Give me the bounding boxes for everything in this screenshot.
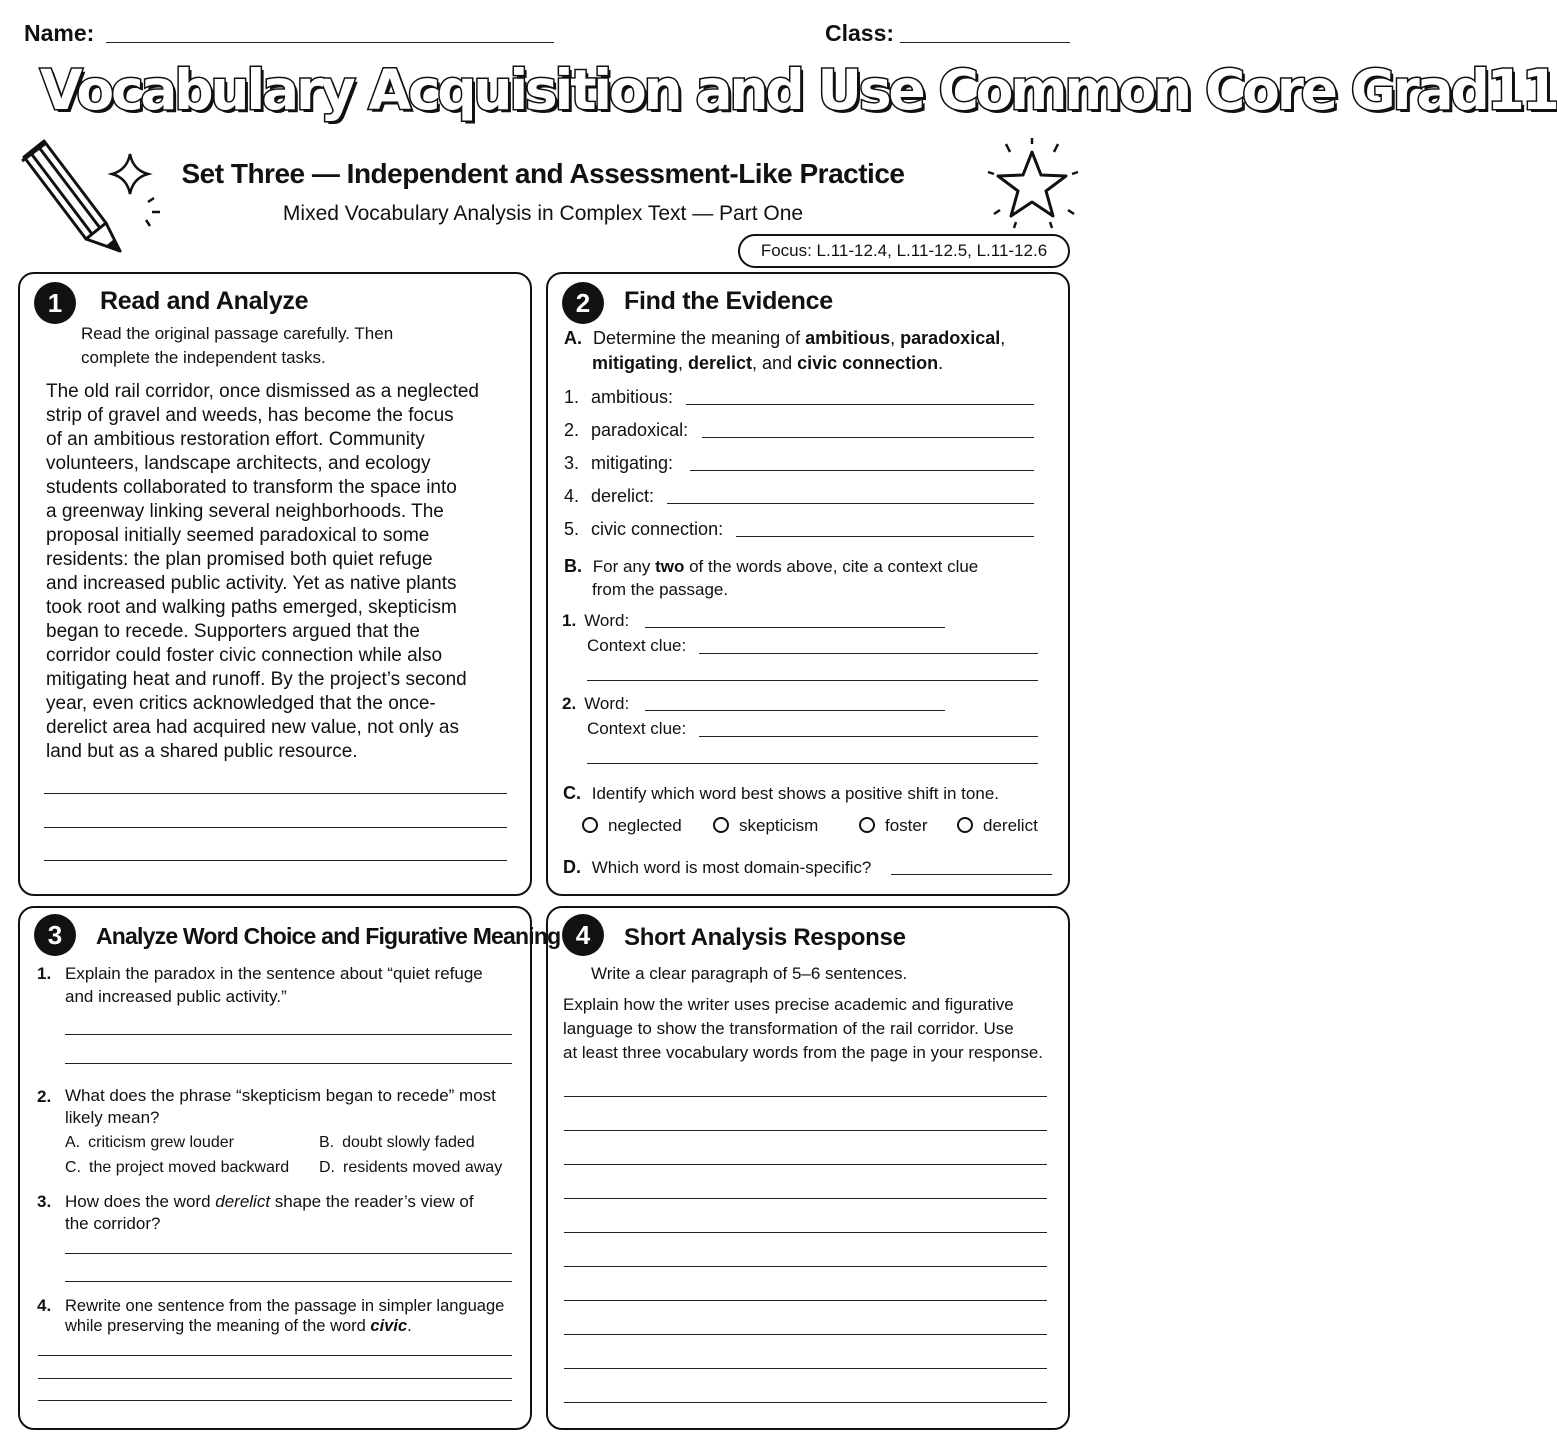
question-2-text xyxy=(65,1085,496,1129)
question-4-line1: Rewrite one sentence from the passage in simpler language xyxy=(65,1297,505,1315)
class-label: Class: xyxy=(825,20,895,46)
question-line: What does the phrase “skepticism began to recede” most xyxy=(65,1086,496,1105)
term: mitigating xyxy=(592,353,678,373)
radio-circle-icon[interactable] xyxy=(582,817,598,833)
part-b-line1 xyxy=(564,554,978,579)
question-text: Which word is most domain-specific? xyxy=(591,858,872,877)
term: ambitious xyxy=(805,328,891,348)
definition-item xyxy=(564,517,723,542)
question-4 xyxy=(37,1294,51,1318)
word-field[interactable] xyxy=(645,710,945,711)
answer-line[interactable] xyxy=(702,437,1034,438)
definition-item xyxy=(564,484,654,509)
response-line[interactable] xyxy=(564,1334,1047,1335)
question-4-line2 xyxy=(65,1315,412,1337)
item-number: 1. xyxy=(37,964,52,983)
passage xyxy=(46,380,516,764)
passage-line: The old rail corridor, once dismissed as a neglected xyxy=(46,381,480,402)
answer-line[interactable] xyxy=(736,536,1034,537)
response-line[interactable] xyxy=(564,1130,1047,1131)
section-number: 4 xyxy=(562,914,604,956)
passage-line: land but as a shared public resource. xyxy=(46,741,358,762)
term: civic connection xyxy=(797,353,939,373)
passage-line: derelict area had acquired new value, not only as xyxy=(46,717,459,738)
section-title: Analyze Word Choice and Figurative Meaning xyxy=(96,923,561,949)
passage-line: mitigating heat and runoff. By the project’s second xyxy=(46,669,467,690)
response-line[interactable] xyxy=(564,1266,1047,1267)
answer-line[interactable] xyxy=(686,404,1034,405)
passage-line: of an ambitious restoration effort. Community xyxy=(46,429,425,450)
question-3-line1 xyxy=(65,1190,474,1214)
choice-letter: C. xyxy=(65,1159,81,1176)
passage-line: proposal initially seemed paradoxical to some xyxy=(46,525,430,546)
answer-line[interactable] xyxy=(38,1400,512,1401)
class-field[interactable] xyxy=(900,42,1070,43)
emphasis: two xyxy=(655,557,685,576)
part-letter: C. xyxy=(563,783,581,803)
response-line[interactable] xyxy=(564,1198,1047,1199)
question-1-text xyxy=(65,962,483,1008)
word-label: Word: xyxy=(584,694,630,713)
choice-text: doubt slowly faded xyxy=(342,1134,475,1151)
item-number: 3. xyxy=(564,453,580,473)
answer-line[interactable] xyxy=(65,1253,512,1254)
clue-label: Context clue: xyxy=(587,719,687,738)
option-label: skepticism xyxy=(739,816,819,835)
item-number: 3. xyxy=(37,1192,52,1211)
answer-line[interactable] xyxy=(38,1378,512,1379)
answer-line[interactable] xyxy=(667,503,1034,504)
clue-field[interactable] xyxy=(699,736,1038,737)
instructions: Write a clear paragraph of 5–6 sentences. xyxy=(591,964,908,983)
text: of the words above, cite a context clue xyxy=(684,557,979,576)
item-number: 4. xyxy=(564,486,580,506)
part-letter: D. xyxy=(563,857,581,877)
question-line: likely mean? xyxy=(65,1108,160,1127)
response-line[interactable] xyxy=(564,1402,1047,1403)
answer-line[interactable] xyxy=(44,793,507,794)
passage-line: students collaborated to transform the space into xyxy=(46,477,457,498)
response-line[interactable] xyxy=(564,1368,1047,1369)
instruction-line: complete the independent tasks. xyxy=(81,348,326,367)
item-label: derelict: xyxy=(591,486,655,506)
definition-item xyxy=(564,451,673,476)
radio-circle-icon[interactable] xyxy=(859,817,875,833)
choice-text: criticism grew louder xyxy=(88,1134,234,1151)
item-number: 2. xyxy=(564,420,580,440)
text: . xyxy=(938,353,944,373)
section-title: Short Analysis Response xyxy=(624,924,906,951)
page-title: Vocabulary Acquisition and Use Common Core Grad11 xyxy=(40,58,1557,122)
choice-text: the project moved backward xyxy=(89,1159,290,1176)
answer-line[interactable] xyxy=(65,1063,512,1064)
section-title: Find the Evidence xyxy=(624,287,833,315)
passage-line: residents: the plan promised both quiet refuge xyxy=(46,549,433,570)
item-number: 4. xyxy=(37,1296,52,1315)
response-line[interactable] xyxy=(564,1164,1047,1165)
text: , and xyxy=(752,353,798,373)
part-a-line1 xyxy=(564,326,1005,351)
part-letter: A. xyxy=(564,328,582,348)
prompt-line: Explain how the writer uses precise academic and figurative xyxy=(563,995,1014,1014)
passage-line: began to recede. Supporters argued that the xyxy=(46,621,420,642)
radio-option[interactable] xyxy=(957,814,1038,838)
section-title: Read and Analyze xyxy=(100,287,309,315)
radio-option[interactable] xyxy=(859,814,928,838)
item-label: ambitious: xyxy=(591,387,674,407)
item-number: 5. xyxy=(564,519,580,539)
item-label: civic connection: xyxy=(591,519,724,539)
choice-letter: B. xyxy=(319,1134,335,1151)
section-number: 3 xyxy=(34,914,76,956)
instruction-line: Read the original passage carefully. Then xyxy=(81,324,394,343)
response-prompt xyxy=(563,993,1043,1065)
clue-label: Context clue: xyxy=(587,636,687,655)
choice-text: residents moved away xyxy=(343,1159,503,1176)
item-label: paradoxical: xyxy=(591,420,689,440)
question-3-line2: the corridor? xyxy=(65,1214,161,1233)
text: Determine the meaning of xyxy=(593,328,806,348)
answer-line[interactable] xyxy=(44,827,507,828)
option-label: derelict xyxy=(983,816,1038,835)
text: . xyxy=(407,1317,412,1335)
clue-field[interactable] xyxy=(699,653,1038,654)
text: , xyxy=(1000,328,1006,348)
text: , xyxy=(890,328,901,348)
part-c xyxy=(563,781,999,806)
choice-letter: D. xyxy=(319,1159,335,1176)
subsubtitle: Mixed Vocabulary Analysis in Complex Text — Part One xyxy=(282,202,804,225)
term: derelict xyxy=(688,353,753,373)
subtitle: Set Three — Independent and Assessment-Like Practice xyxy=(181,158,905,189)
text: For any xyxy=(592,557,656,576)
word-row xyxy=(562,692,629,716)
choice-option[interactable] xyxy=(65,1132,234,1154)
emphasis: derelict xyxy=(215,1192,271,1211)
section-number: 2 xyxy=(562,282,604,324)
item-number: 1. xyxy=(562,611,577,630)
response-line[interactable] xyxy=(564,1232,1047,1233)
answer-line[interactable] xyxy=(38,1355,512,1356)
answer-line[interactable] xyxy=(690,470,1034,471)
focus-badge: Focus: L.11-12.4, L.11-12.5, L.11-12.6 xyxy=(738,234,1070,268)
passage-line: and increased public activity. Yet as native plants xyxy=(46,573,457,594)
option-label: neglected xyxy=(608,816,682,835)
prompt-line: at least three vocabulary words from the page in your response. xyxy=(563,1043,1044,1062)
passage-line: a greenway linking several neighborhoods. The xyxy=(46,501,444,522)
radio-circle-icon[interactable] xyxy=(713,817,729,833)
radio-option[interactable] xyxy=(582,814,682,838)
choice-option[interactable] xyxy=(319,1157,502,1179)
radio-option[interactable] xyxy=(713,814,818,838)
answer-line[interactable] xyxy=(44,860,507,861)
part-a-line2 xyxy=(592,351,943,376)
response-line[interactable] xyxy=(564,1300,1047,1301)
definition-item xyxy=(564,385,673,410)
text: , xyxy=(678,353,689,373)
item-number: 1. xyxy=(564,387,580,407)
response-line[interactable] xyxy=(564,1096,1047,1097)
choice-option[interactable] xyxy=(65,1157,289,1179)
question-line: Explain the paradox in the sentence about “quiet refuge xyxy=(65,964,483,983)
term: paradoxical xyxy=(900,328,1001,348)
passage-line: corridor could foster civic connection while also xyxy=(46,645,443,666)
name-field[interactable] xyxy=(106,42,554,43)
item-label: mitigating: xyxy=(591,453,674,473)
name-label: Name: xyxy=(24,20,95,46)
emphasis: civic xyxy=(370,1317,408,1335)
section-number: 1 xyxy=(34,282,76,324)
instructions xyxy=(81,322,393,370)
item-number: 2. xyxy=(37,1087,52,1106)
question-line: and increased public activity.” xyxy=(65,987,287,1006)
word-field[interactable] xyxy=(645,627,945,628)
text: while preserving the meaning of the word xyxy=(65,1317,371,1335)
part-b-line2: from the passage. xyxy=(592,580,729,599)
word-row xyxy=(562,609,629,633)
word-label: Word: xyxy=(584,611,630,630)
question-2 xyxy=(37,1085,51,1109)
passage-line: strip of gravel and weeds, has become the focus xyxy=(46,405,454,426)
answer-line[interactable] xyxy=(891,874,1052,875)
question-3 xyxy=(37,1190,51,1214)
clue-field[interactable] xyxy=(587,680,1038,681)
part-letter: B. xyxy=(564,556,582,576)
text: How does the word xyxy=(65,1192,216,1211)
passage-line: volunteers, landscape architects, and ecology xyxy=(46,453,431,474)
definition-item xyxy=(564,418,688,443)
text: shape the reader’s view of xyxy=(270,1192,474,1211)
question-text: Identify which word best shows a positive shift in tone. xyxy=(591,784,999,803)
passage-line: took root and walking paths emerged, skepticism xyxy=(46,597,457,618)
answer-line[interactable] xyxy=(65,1281,512,1282)
question-1 xyxy=(37,962,51,986)
choice-letter: A. xyxy=(65,1134,81,1151)
part-d xyxy=(563,855,871,880)
choice-option[interactable] xyxy=(319,1132,475,1154)
prompt-line: language to show the transformation of the rail corridor. Use xyxy=(563,1019,1014,1038)
option-label: foster xyxy=(885,816,928,835)
clue-field[interactable] xyxy=(587,763,1038,764)
answer-line[interactable] xyxy=(65,1034,512,1035)
item-number: 2. xyxy=(562,694,577,713)
passage-line: year, even critics acknowledged that the once- xyxy=(46,693,436,714)
radio-circle-icon[interactable] xyxy=(957,817,973,833)
